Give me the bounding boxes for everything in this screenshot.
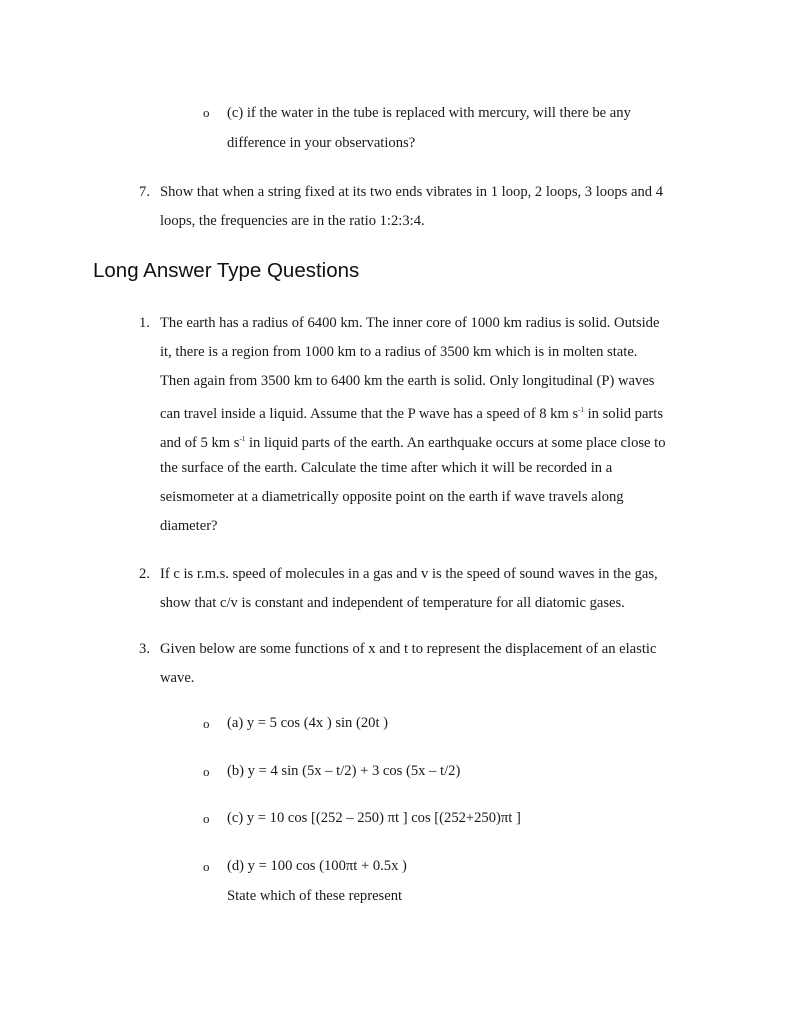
question-3-tail: State which of these represent [227,888,403,904]
sub-question-c-line-2: difference in your observations? [227,135,416,151]
question-1-line-5 [160,429,666,453]
text-segment: in solid parts [583,406,664,422]
sub-question-c-line-1: (c) if the water in the tube is replaced with mercury, will there be any [227,105,631,121]
question-1-line-4 [160,400,663,424]
question-1-line-3: Then again from 3500 km to 6400 km the earth is solid. Only longitudinal (P) waves [160,373,655,389]
text-segment: can travel inside a liquid. Assume that the P wave has a speed of 8 km s [160,406,579,422]
superscript: -1 [239,435,246,443]
section-heading: Long Answer Type Questions [93,259,360,282]
option-c: (c) y = 10 cos [(252 – 250) πt ] cos [(252+250)πt ] [227,810,521,826]
option-bullet: o [203,859,210,874]
option-d: (d) y = 100 cos (100πt + 0.5x ) [227,858,407,874]
question-number: 1. [139,315,150,331]
superscript: -1 [578,406,584,414]
question-1-line-1: The earth has a radius of 6400 km. The inner core of 1000 km radius is solid. Outside [160,315,660,331]
question-2-line-1: If c is r.m.s. speed of molecules in a gas and v is the speed of sound waves in the gas, [160,566,658,582]
text-segment: in liquid parts of the earth. An earthquake occurs at some place close to [245,435,666,451]
option-bullet: o [203,811,210,826]
question-7-line-1: Show that when a string fixed at its two ends vibrates in 1 loop, 2 loops, 3 loops and 4 [160,184,664,200]
question-2-line-2: show that c/v is constant and independent of temperature for all diatomic gases. [160,595,625,611]
question-1-line-2: it, there is a region from 1000 km to a radius of 3500 km which is in molten state. [160,344,638,360]
option-bullet: o [203,764,210,779]
text-segment: and of 5 km s [160,435,240,451]
question-number: 7. [139,184,150,200]
option-b: (b) y = 4 sin (5x – t/2) + 3 cos (5x – t/2) [227,763,461,779]
question-3-line-2: wave. [160,670,195,686]
option-a: (a) y = 5 cos (4x ) sin (20t ) [227,715,389,731]
question-3-line-1: Given below are some functions of x and t to represent the displacement of an elastic [160,641,657,657]
option-bullet: o [203,716,210,731]
question-1-line-8: diameter? [160,518,218,534]
question-number: 3. [139,641,150,657]
question-7-line-2: loops, the frequencies are in the ratio 1:2:3:4. [160,213,425,229]
question-number: 2. [139,566,150,582]
question-1-line-7: seismometer at a diametrically opposite point on the earth if wave travels along [160,489,624,505]
sub-bullet: o [203,105,210,120]
question-1-line-6: the surface of the earth. Calculate the time after which it will be recorded in a [160,460,613,476]
